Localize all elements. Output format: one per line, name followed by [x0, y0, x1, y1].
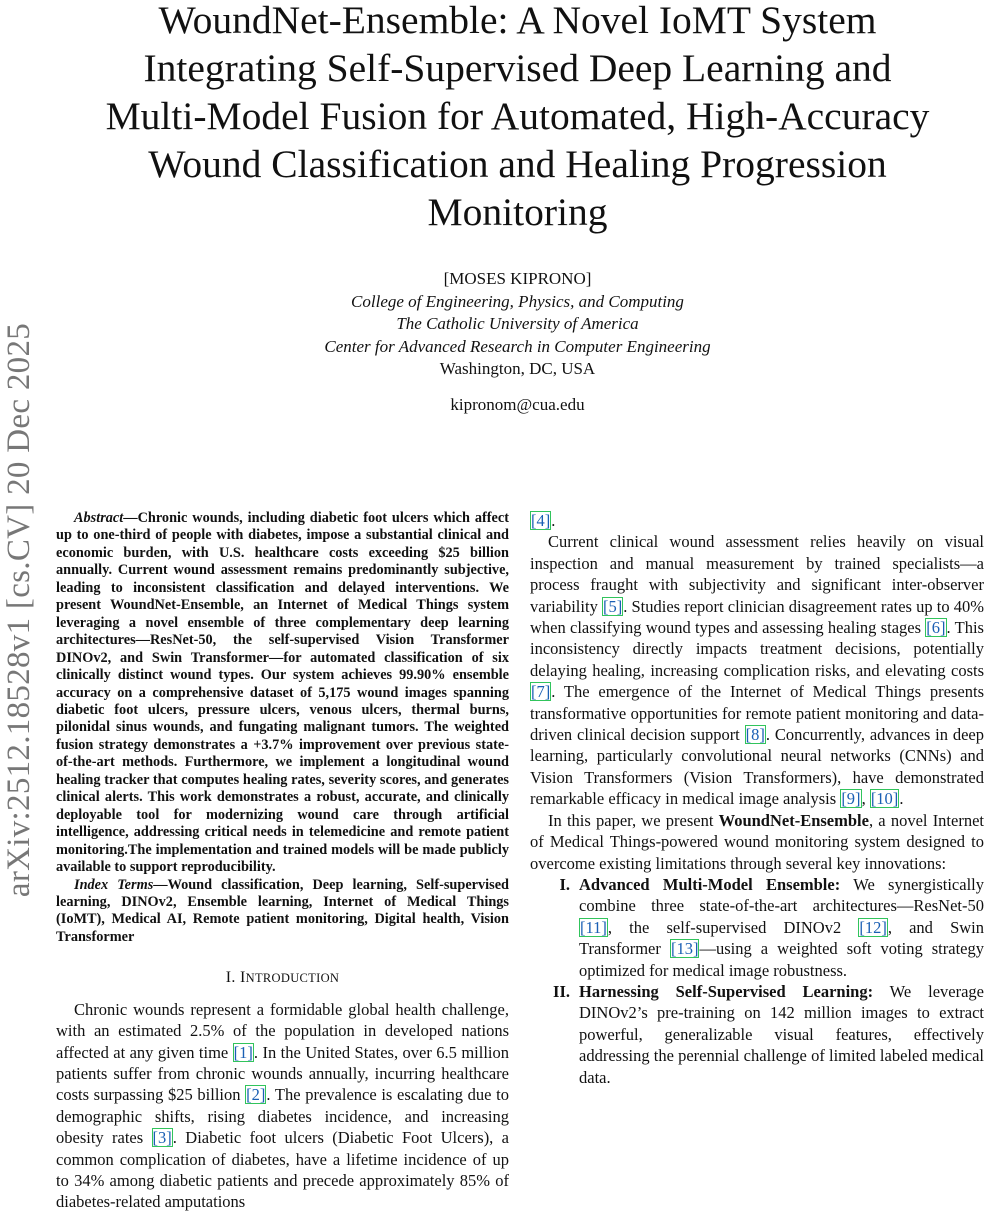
text-run: . The prevalence is escalating due to demographic shifts, rising diabetes incidence, and increasing obesity rates	[56, 1085, 509, 1148]
contribution-item	[530, 981, 984, 1088]
text-run: .	[899, 789, 904, 809]
text-run: In this paper, we present	[548, 810, 719, 830]
contribution-number: II.	[553, 981, 570, 1001]
index-terms-label: Index Terms	[74, 876, 154, 893]
text-run: . The emergence of the Internet of Medical Things presents transformative opportunities for remote patient monitoring and data-driven clinical decision support	[530, 682, 984, 745]
arxiv-identifier-text: arXiv:2512.18528v1 [cs.CV] 20 Dec 2025	[1, 322, 37, 898]
text-run: .	[551, 511, 556, 530]
citation-link[interactable]: [4]	[531, 511, 551, 530]
author-location: Washington, DC, USA	[439, 359, 596, 378]
text-run: , a novel Internet of Medical Things-powered wound monitoring system designed to overcome existing limitations through several key innovations:	[530, 810, 984, 873]
text-run: ,	[861, 789, 870, 809]
text-run: Chronic wounds represent a formidable global health challenge, with an estimated 2.5% of the population in developed nations affected at any given time	[56, 999, 509, 1062]
contributions-list	[530, 874, 984, 1088]
citation-link[interactable]: [12]	[859, 917, 887, 937]
abstract-label: Abstract	[74, 510, 124, 526]
author-affiliation: College of Engineering, Physics, and Computing	[351, 291, 684, 311]
citation-link[interactable]: [8]	[745, 725, 765, 745]
title-line: WoundNet-Ensemble: A Novel IoMT System	[158, 0, 877, 42]
intro-paragraph-3	[530, 810, 984, 874]
text-run: , the self-supervised DINOv2	[607, 917, 859, 937]
system-name: WoundNet-Ensemble	[718, 810, 869, 830]
contribution-title: Harnessing Self-Supervised Learning:	[579, 981, 874, 1001]
section-numeral: I.	[225, 969, 236, 987]
author-name: [MOSES KIPRONO]	[443, 269, 592, 288]
text-run: We leverage DINOv2’s pre-training on 142 million images to extract powerful, generalizable visual features, effectively addressing the perennial challenge of limited labeled medical data.	[579, 981, 984, 1087]
text-run: , and Swin Transformer	[579, 917, 984, 959]
section-title-rest: NTRODUCTION	[245, 971, 340, 986]
text-run: . Studies report clinician disagreement rates up to 40% when classifying wound types and assessing healing stages	[530, 596, 984, 638]
text-run: —using a weighted soft voting strategy optimized for medical image robustness.	[579, 939, 984, 980]
contribution-title: Advanced Multi-Model Ensemble:	[579, 874, 841, 894]
contribution-item	[530, 874, 984, 981]
citation-link[interactable]: [5]	[602, 596, 623, 616]
text-run: Current clinical wound assessment relies heavily on visual inspection and manual measurement by trained specialists—a process fraught with subjectivity and significant inter-observer variability	[530, 532, 984, 616]
intro-paragraph-1	[56, 999, 509, 1213]
section-heading-introduction	[56, 967, 509, 989]
arxiv-identifier-stamp	[0, 290, 39, 930]
citation-link[interactable]: [3]	[152, 1128, 172, 1148]
text-run: . This inconsistency directly impacts treatment decisions, potentially delaying healing, increasing complication risks, and elevating costs	[530, 618, 984, 680]
title-line: Monitoring	[427, 190, 608, 234]
citation-link[interactable]: [1]	[233, 1042, 253, 1062]
intro-paragraph-2	[530, 531, 984, 809]
citation-link[interactable]: [13]	[670, 939, 699, 959]
text-run: . Diabetic foot ulcers (Diabetic Foot Ulcers), a common complication of diabetes, have a lifetime incidence of up to 34% among diabetic patients and precede approximately 85% of diabetes-related amputations	[56, 1128, 510, 1212]
contribution-number: I.	[559, 874, 570, 894]
citation-link[interactable]: [2]	[246, 1085, 266, 1105]
text-run: . Concurrently, advances in deep learning, particularly convolutional neural networks (CNNs) and Vision Transformers (Vision Transformers), have demonstrated remarkable efficacy in medical image analysis	[530, 725, 984, 809]
index-terms-text: —Wound classification, Deep learning, Self-supervised learning, DINOv2, Ensemble learning, Internet of Medical Things (IoMT), Medical AI, Remote patient monitoring, Digital health, Vision Transformer	[56, 876, 509, 945]
text-run: We synergistically combine three state-of-the-art architectures—ResNet-50	[579, 874, 984, 916]
citation-link[interactable]: [6]	[926, 618, 946, 638]
title-line: Integrating Self-Supervised Deep Learning and	[143, 46, 892, 90]
abstract	[56, 510, 509, 877]
title-line: Multi-Model Fusion for Automated, High-Accuracy	[105, 94, 930, 138]
intro-paragraph-1-continued	[530, 510, 984, 531]
text-run: . In the United States, over 6.5 million patients suffer from chronic wounds annually, incurring healthcare costs surpassing $25 billion	[56, 1042, 509, 1105]
citation-link[interactable]: [11]	[580, 917, 607, 937]
index-terms	[56, 877, 509, 947]
abstract-text: —Chronic wounds, including diabetic foot ulcers which affect up to one-third of people with diabetes, impose a substantial clinical and economic burden, with U.S. healthcare costs exceeding $25 billion annually. Current wound assessment remains predominantly subjective, leading to inconsistent classification and delayed interventions. We present WoundNet-Ensemble, an Internet of Medical Things system leveraging a novel ensemble of three complementary deep learning architectures—ResNet-50, the self-supervised Vision Transformer DINOv2, and Swin Transformer—for automated classification of six clinically distinct wound types. Our system achieves 99.90% ensemble accuracy on a comprehensive dataset of 5,175 wound images spanning diabetic foot ulcers, pressure ulcers, venous ulcers, thermal burns, pilonidal sinus wounds, and fungating malignant tumors. The weighted fusion strategy demonstrates a +3.7% improvement over previous state-of-the-art methods. Furthermore, we implement a longitudinal wound healing tracker that computes healing rates, severity scores, and generates clinical alerts. This work demonstrates a robust, accurate, and clinically deployable tool for modernizing wound care through artificial intelligence, addressing critical needs in telemedicine and remote patient monitoring.The implementation and trained models will be made publicly available to support reproducibility.	[56, 510, 509, 876]
title-line: Wound Classification and Healing Progression	[148, 142, 887, 186]
citation-link[interactable]: [10]	[870, 789, 899, 809]
citation-link[interactable]: [9]	[841, 789, 861, 809]
citation-link[interactable]: [7]	[531, 682, 551, 702]
right-column	[530, 510, 984, 1088]
section-first-letter: I	[240, 969, 246, 987]
author-block	[250, 268, 785, 416]
left-column	[56, 510, 509, 1213]
author-email: kipronom@cua.edu	[450, 394, 585, 414]
author-affiliation: Center for Advanced Research in Computer Engineering	[324, 336, 711, 356]
author-affiliation: The Catholic University of America	[396, 314, 639, 333]
paper-title	[50, 0, 984, 236]
